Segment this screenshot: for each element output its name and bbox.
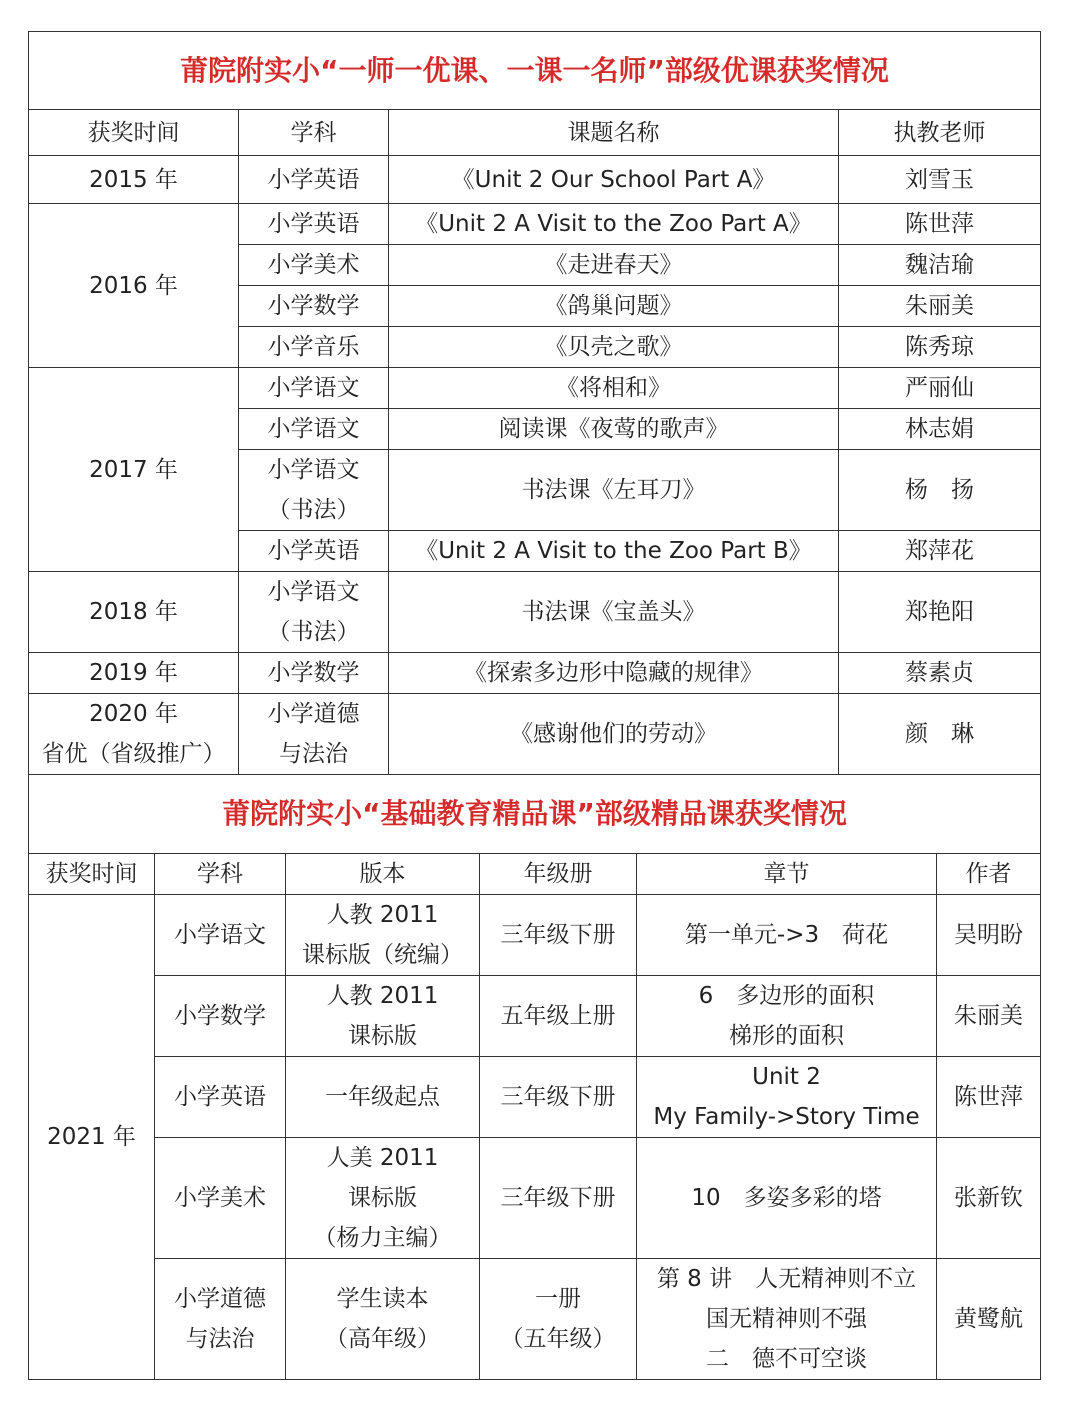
header-lesson-title: 课题名称 — [389, 110, 839, 156]
header-teacher: 执教老师 — [839, 110, 1041, 156]
chapter-line: Unit 2 — [752, 1063, 821, 1090]
ministry-quality-courses-table — [28, 774, 1041, 1380]
subject-cell — [155, 1056, 286, 1137]
table2-title: 莆院附实小“基础教育精品课”部级精品课获奖情况 — [29, 774, 1041, 853]
table-row — [29, 204, 1041, 245]
grade-line: 三年级下册 — [500, 921, 616, 948]
ministry-excellent-lessons-table — [28, 31, 1041, 775]
chapter-line: 6 多边形的面积 — [698, 982, 875, 1009]
subject-cell: 小学音乐 — [239, 327, 389, 368]
chapter-cell — [637, 894, 937, 975]
table-row — [29, 1056, 1041, 1137]
table1-title: 莆院附实小“一师一优课、一课一名师”部级优课获奖情况 — [29, 32, 1041, 110]
subject-cell: 小学英语 — [239, 156, 389, 204]
edition-line: 人美 2011 — [326, 1144, 439, 1171]
subject-line: 小学英语 — [174, 1083, 266, 1110]
edition-line: （高年级） — [325, 1325, 440, 1352]
topic-cell: 书法课《宝盖头》 — [389, 572, 839, 653]
subject-line: （书法） — [267, 619, 360, 645]
teacher-cell: 林志娟 — [839, 409, 1041, 450]
year-cell: 2018 年 — [29, 572, 239, 653]
subject-line: 小学语文 — [267, 457, 360, 483]
author-cell: 吴明盼 — [937, 894, 1041, 975]
subject-cell: 小学语文 — [239, 409, 389, 450]
edition-line: （杨力主编） — [313, 1224, 452, 1251]
grade-line: 三年级下册 — [500, 1083, 616, 1110]
header-subject: 学科 — [155, 853, 286, 894]
subject-cell: 小学美术 — [239, 245, 389, 286]
year-cell: 2017 年 — [29, 368, 239, 572]
chapter-cell — [637, 975, 937, 1056]
table-row — [29, 572, 1041, 653]
topic-cell: 《感谢他们的劳动》 — [389, 694, 839, 775]
subject-cell: 小学英语 — [239, 204, 389, 245]
table-row — [29, 694, 1041, 775]
author-cell: 陈世萍 — [937, 1056, 1041, 1137]
edition-line: 学生读本 — [336, 1285, 429, 1312]
chapter-line: 国无精神则不强 — [706, 1305, 867, 1332]
topic-cell: 《Unit 2 Our School Part A》 — [389, 156, 839, 204]
subject-line: 小学美术 — [174, 1184, 266, 1211]
year-cell: 2021 年 — [29, 894, 155, 1379]
subject-line: 小学道德 — [174, 1285, 266, 1312]
subject-cell: 小学数学 — [239, 653, 389, 694]
subject-cell — [155, 1258, 286, 1379]
author-cell: 朱丽美 — [937, 975, 1041, 1056]
chapter-line: 梯形的面积 — [729, 1022, 844, 1049]
table-row — [29, 1258, 1041, 1379]
subject-cell — [239, 694, 389, 775]
subject-cell: 小学数学 — [239, 286, 389, 327]
header-author: 作者 — [937, 853, 1041, 894]
teacher-cell: 颜 琳 — [839, 694, 1041, 775]
teacher-cell: 郑艳阳 — [839, 572, 1041, 653]
chapter-cell — [637, 1258, 937, 1379]
topic-cell: 《探索多边形中隐藏的规律》 — [389, 653, 839, 694]
edition-cell — [286, 1258, 480, 1379]
year-line: 2020 年 — [89, 701, 178, 727]
subject-cell — [155, 1137, 286, 1258]
subject-cell — [155, 894, 286, 975]
topic-cell: 阅读课《夜莺的歌声》 — [389, 409, 839, 450]
table-row — [29, 1137, 1041, 1258]
subject-line: 与法治 — [279, 741, 348, 767]
subject-cell — [239, 450, 389, 531]
teacher-cell: 陈世萍 — [839, 204, 1041, 245]
subject-line: 与法治 — [185, 1325, 255, 1352]
subject-line: 小学语文 — [174, 921, 266, 948]
edition-cell — [286, 975, 480, 1056]
chapter-line: 10 多姿多彩的塔 — [691, 1184, 882, 1211]
teacher-cell: 郑萍花 — [839, 531, 1041, 572]
header-grade-volume: 年级册 — [480, 853, 637, 894]
topic-cell: 《将相和》 — [389, 368, 839, 409]
header-subject: 学科 — [239, 110, 389, 156]
teacher-cell: 陈秀琼 — [839, 327, 1041, 368]
grade-cell — [480, 975, 637, 1056]
table-row — [29, 368, 1041, 409]
teacher-cell: 魏洁瑜 — [839, 245, 1041, 286]
teacher-cell: 严丽仙 — [839, 368, 1041, 409]
year-cell: 2016 年 — [29, 204, 239, 368]
header-chapter: 章节 — [637, 853, 937, 894]
edition-cell — [286, 1056, 480, 1137]
year-cell: 2019 年 — [29, 653, 239, 694]
author-cell: 黄鹭航 — [937, 1258, 1041, 1379]
chapter-line: 第一单元->3 荷花 — [684, 921, 889, 948]
subject-cell — [239, 572, 389, 653]
edition-line: 课标版（统编） — [302, 941, 463, 968]
topic-cell: 《贝壳之歌》 — [389, 327, 839, 368]
subject-line: 小学语文 — [267, 579, 360, 605]
grade-cell — [480, 894, 637, 975]
subject-line: 小学道德 — [267, 701, 360, 727]
table-row — [29, 975, 1041, 1056]
subject-cell: 小学语文 — [239, 368, 389, 409]
edition-line: 一年级起点 — [325, 1083, 440, 1110]
teacher-cell: 朱丽美 — [839, 286, 1041, 327]
topic-cell: 《Unit 2 A Visit to the Zoo Part B》 — [389, 531, 839, 572]
edition-cell — [286, 1137, 480, 1258]
chapter-line: 第 8 讲 人无精神则不立 — [656, 1265, 917, 1292]
year-cell: 2015 年 — [29, 156, 239, 204]
topic-cell: 《鸽巢问题》 — [389, 286, 839, 327]
table-row — [29, 894, 1041, 975]
topic-cell: 《走进春天》 — [389, 245, 839, 286]
header-award-time: 获奖时间 — [29, 110, 239, 156]
chapter-cell — [637, 1056, 937, 1137]
chapter-cell — [637, 1137, 937, 1258]
table-row — [29, 156, 1041, 204]
subject-cell: 小学英语 — [239, 531, 389, 572]
edition-cell — [286, 894, 480, 975]
edition-line: 人教 2011 — [326, 901, 439, 928]
edition-line: 课标版 — [348, 1022, 417, 1049]
year-line: 省优（省级推广） — [41, 741, 226, 767]
edition-line: 课标版 — [348, 1184, 417, 1211]
header-award-time: 获奖时间 — [29, 853, 155, 894]
grade-line: （五年级） — [500, 1325, 616, 1352]
subject-line: 小学数学 — [174, 1002, 266, 1029]
topic-cell: 《Unit 2 A Visit to the Zoo Part A》 — [389, 204, 839, 245]
grade-cell — [480, 1056, 637, 1137]
grade-line: 三年级下册 — [500, 1184, 616, 1211]
topic-cell: 书法课《左耳刀》 — [389, 450, 839, 531]
header-edition: 版本 — [286, 853, 480, 894]
teacher-cell: 杨 扬 — [839, 450, 1041, 531]
subject-line: （书法） — [267, 497, 360, 523]
grade-line: 五年级上册 — [500, 1002, 616, 1029]
table-row — [29, 653, 1041, 694]
year-cell — [29, 694, 239, 775]
teacher-cell: 刘雪玉 — [839, 156, 1041, 204]
subject-cell — [155, 975, 286, 1056]
grade-cell — [480, 1258, 637, 1379]
edition-line: 人教 2011 — [326, 982, 439, 1009]
teacher-cell: 蔡素贞 — [839, 653, 1041, 694]
grade-cell — [480, 1137, 637, 1258]
awards-document — [28, 31, 1040, 1380]
chapter-line: My Family->Story Time — [653, 1103, 920, 1130]
author-cell: 张新钦 — [937, 1137, 1041, 1258]
chapter-line: 二 德不可空谈 — [706, 1345, 867, 1372]
grade-line: 一册 — [535, 1285, 581, 1312]
